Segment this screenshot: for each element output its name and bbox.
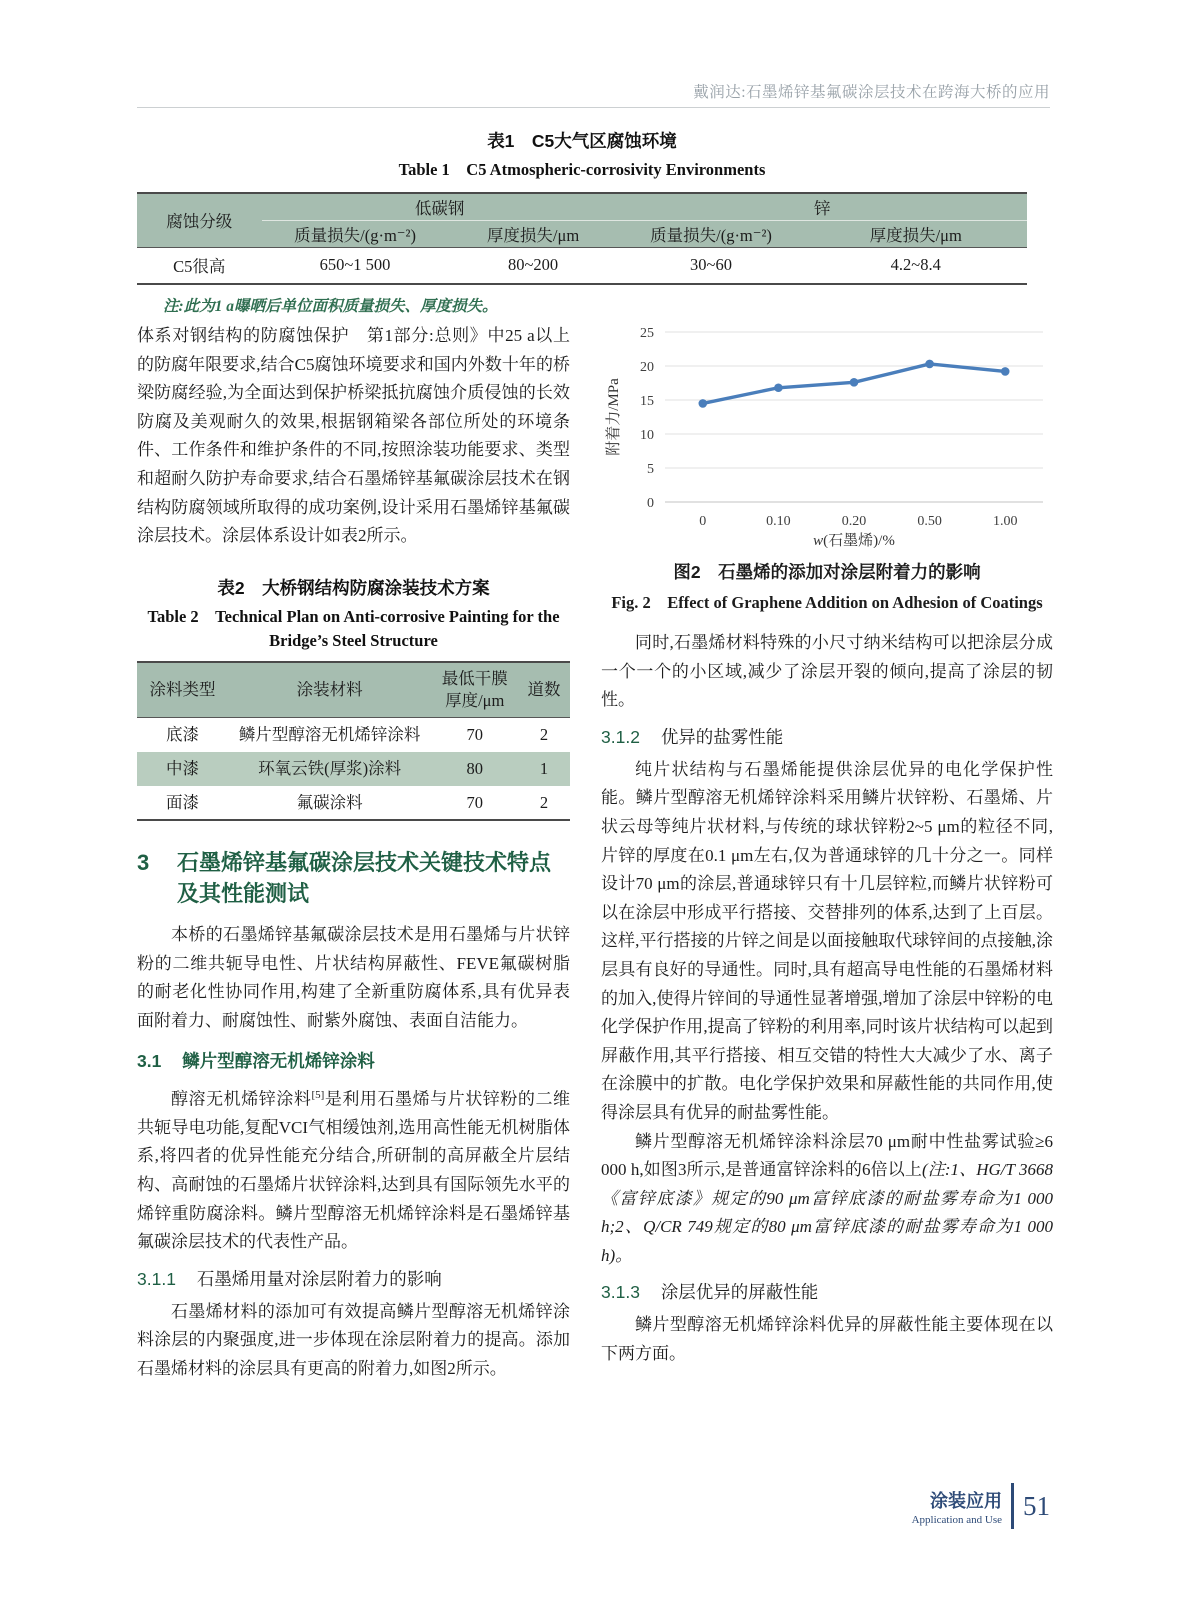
- table2-block: [137, 575, 570, 822]
- paragraph: 石墨烯材料的添加可有效提高鳞片型醇溶无机烯锌涂料涂层的内聚强度,进一步体现在涂层附着力的提高。添加石墨烯材料的涂层具有更高的附着力,如图2所示。: [137, 1301, 570, 1379]
- table1-cell: 650~1 500: [262, 247, 449, 284]
- svg-text:0.20: 0.20: [841, 514, 867, 529]
- table1-caption-en: Table 1 C5 Atmospheric-corrosivity Environments: [398, 160, 766, 179]
- table2-header: 道数: [518, 662, 570, 718]
- table2-cell: 70: [431, 718, 518, 753]
- section-3-1-2-heading: [601, 724, 1053, 749]
- section-number: 3.1.1: [137, 1268, 176, 1289]
- section-3-1-3-heading: [601, 1279, 1053, 1304]
- svg-text:5: 5: [647, 462, 654, 477]
- section-3-heading: [137, 847, 570, 909]
- table-row: [137, 718, 570, 753]
- table1: [137, 192, 1027, 285]
- svg-text:0.50: 0.50: [917, 514, 942, 529]
- svg-text:w(石墨烯)/%: w(石墨烯)/%: [813, 533, 895, 548]
- header-rule: [137, 107, 1050, 108]
- table2-caption-cn: 表2 大桥钢结构防腐涂装技术方案: [217, 577, 490, 598]
- paragraph-text: 醇溶无机烯锌涂料: [171, 1089, 312, 1109]
- svg-text:0: 0: [647, 496, 654, 511]
- paragraph-text: 是利用石墨烯与片状锌粉的二维共轭导电功能,复配VCI气相缓蚀剂,选用高性能无机树脂体系,将四者的优异性能充分结合,所研制的高屏蔽全片层结构、高耐蚀的石墨烯片状锌涂料,达到具有国际领先水平的烯锌重防腐涂料。鳞片型醇溶无机烯锌涂料是石墨烯锌基氟碳涂层技术的代表性产品。: [137, 1089, 571, 1252]
- table-row-highlighted: [137, 752, 570, 786]
- section-number: 3.1.3: [601, 1282, 640, 1303]
- page-number: 51: [1023, 1490, 1050, 1521]
- svg-text:20: 20: [640, 360, 654, 375]
- table1-group-header: 低碳钢: [262, 193, 618, 220]
- right-column: [601, 316, 1053, 1369]
- section-title: 石墨烯用量对涂层附着力的影响: [196, 1268, 442, 1289]
- running-head: 戴润达:石墨烯锌基氟碳涂层技术在跨海大桥的应用: [693, 84, 1050, 101]
- paragraph: 纯片状结构与石墨烯能提供涂层优异的电化学保护性能。鳞片型醇溶无机烯锌涂料采用鳞片状锌粉、石墨烯、片状云母等纯片状材料,与传统的球状锌粉2~5 μm的粒径不同,片锌的厚度在0.1 μm左右,仅为普通球锌的几十分之一。同样设计70 μm的涂层,普通球锌只有十几层锌粒,而鳞片状锌粉可以在涂层中形成平行搭接、交替排列的体系,达到了上百层。这样,平行搭接的片锌之间是以面接触取代球锌间的点接触,涂层具有良好的导通性。同时,具有超高导电性能的石墨烯材料的加入,使得片锌间的导通性显著增强,增加了涂层中锌粉的电化学保护作用,提高了锌粉的利用率,同时该片状结构可以起到屏蔽作用,其平行搭接、相互交错的特性大大减少了水、离子在涂膜中的扩散。电化学保护效果和屏蔽性能的共同作用,使得涂层具有优异的耐盐雾性能。: [601, 759, 1053, 1122]
- paragraph: 鳞片型醇溶无机烯锌涂料优异的屏蔽性能主要体现在以下两方面。: [601, 1315, 1053, 1364]
- table1-subheader: 厚度损失/μm: [448, 220, 617, 247]
- svg-text:25: 25: [640, 326, 654, 341]
- section-title: 石墨烯锌基氟碳涂层技术关键技术特点及其性能测试: [177, 850, 552, 907]
- section-number: 3: [137, 850, 150, 876]
- paragraph: [137, 1081, 570, 1257]
- svg-text:10: 10: [640, 428, 654, 443]
- table1-cell: 4.2~8.4: [804, 247, 1027, 284]
- section-number: 3.1: [137, 1050, 162, 1071]
- table-row: [137, 786, 570, 820]
- footer-section: [912, 1487, 1002, 1526]
- figure2-caption-en: Fig. 2 Effect of Graphene Addition on Adhesion of Coatings: [611, 593, 1043, 612]
- table2-cell: 氟碳涂料: [296, 792, 363, 812]
- table1-caption-cn: 表1 C5大气区腐蚀环境: [487, 131, 677, 151]
- table2-header: [431, 662, 518, 718]
- reference-superscript: [5]: [311, 1088, 325, 1101]
- section-title: 鳞片型醇溶无机烯锌涂料: [182, 1050, 375, 1071]
- footer-section-en: Application and Use: [911, 1513, 1002, 1526]
- table1-cell: 30~60: [618, 247, 805, 284]
- table2-cell: 80: [431, 752, 518, 786]
- footer-divider: [1011, 1483, 1014, 1529]
- page-footer: [912, 1483, 1050, 1529]
- table2-header: 涂装材料: [228, 662, 432, 718]
- paragraph: [601, 1128, 1053, 1271]
- svg-text:0: 0: [699, 514, 707, 529]
- table2-cell: 底漆: [137, 718, 228, 753]
- section-number: 3.1.2: [601, 726, 640, 747]
- table2-cell: 面漆: [165, 792, 199, 812]
- table1-subheader: 质量损失/(g·m⁻²): [618, 220, 805, 247]
- left-column: [137, 322, 570, 1384]
- table1-block: [137, 128, 1027, 316]
- section-title: 优异的盐雾性能: [660, 726, 784, 747]
- table1-cell: 80~200: [448, 247, 617, 284]
- table1-group-header: 锌: [618, 193, 1027, 220]
- table2-cell: 2: [518, 718, 570, 753]
- paragraph-text: 鳞片型醇溶无机烯锌涂料涂层70 μm耐中性盐雾试验≥6 000 h,如图3所示,是普通富锌涂料的6倍以上: [601, 1131, 1053, 1180]
- paragraph: 体系对钢结构的防腐蚀保护 第1部分:总则》中25 a以上的防腐年限要求,结合C5腐蚀环境要求和国内外数十年的桥梁防腐经验,为全面达到保护桥梁抵抗腐蚀介质侵蚀的长效防腐及美观耐久的效果,根据钢箱梁各部位所处的环境条件、工作条件和维护条件的不同,按照涂装功能要求、类型和超耐久防护寿命要求,结合石墨烯锌基氟碳涂层技术在钢结构防腐领域所取得的成功案例,设计采用石墨烯锌基氟碳涂层技术。涂层体系设计如表2所示。: [137, 326, 570, 546]
- table2: [137, 661, 570, 822]
- paragraph: 本桥的石墨烯锌基氟碳涂层技术是用石墨烯与片状锌粉的二维共轭导电性、片状结构屏蔽性、FEVE氟碳树脂的耐老化性协同作用,构建了全新重防腐体系,具有优异表面附着力、耐腐蚀性、耐紫外腐蚀、表面自洁能力。: [137, 925, 570, 1031]
- section-3-1-1-heading: [137, 1266, 570, 1291]
- table-row: [137, 247, 1027, 284]
- table2-cell: 2: [539, 792, 549, 812]
- table2-cell: 鳞片型醇溶无机烯锌涂料: [228, 718, 432, 753]
- table2-cell: 70: [466, 792, 483, 812]
- figure2-line-chart: [601, 316, 1053, 553]
- table1-subheader: 厚度损失/μm: [804, 220, 1027, 247]
- table2-header-line: 厚度/μm: [445, 691, 505, 710]
- table1-stub-header: 腐蚀分级: [137, 193, 262, 247]
- paragraph-note-text: (注:1、HG/T 3668《富锌底漆》规定的90 μm富锌底漆的耐盐雾寿命为1 000 h;2、Q/CR 749规定的80 μm富锌底漆的耐盐雾寿命为1 000 h)。: [601, 1160, 1053, 1265]
- svg-text:1.00: 1.00: [992, 514, 1018, 529]
- section-3-1-heading: [137, 1048, 570, 1073]
- figure2-caption-cn: 图2 石墨烯的添加对涂层附着力的影响: [673, 562, 981, 582]
- paragraph: 同时,石墨烯材料特殊的小尺寸纳米结构可以把涂层分成一个一个的小区域,减少了涂层开裂的倾向,提高了涂层的韧性。: [601, 633, 1053, 710]
- section-title: 涂层优异的屏蔽性能: [660, 1282, 819, 1303]
- svg-text:附着力/MPa: 附着力/MPa: [606, 378, 622, 456]
- table2-caption-en: Table 2 Technical Plan on Anti-corrosive Painting for the Bridge’s Steel Structure: [147, 606, 560, 650]
- svg-text:0.10: 0.10: [766, 514, 791, 529]
- svg-text:15: 15: [640, 394, 654, 409]
- table2-cell: 中漆: [137, 752, 228, 786]
- table1-subheader: 质量损失/(g·m⁻²): [262, 220, 449, 247]
- table2-cell: 环氧云铁(厚浆)涂料: [228, 752, 432, 786]
- table1-note: 注:此为1 a曝晒后单位面积质量损失、厚度损失。: [163, 298, 498, 315]
- table2-cell: 1: [518, 752, 570, 786]
- table2-header-line: 最低干膜: [441, 669, 508, 688]
- table2-header: 涂料类型: [137, 662, 228, 718]
- table1-cell: C5很高: [137, 247, 262, 284]
- footer-section-cn: 涂装应用: [930, 1490, 1002, 1511]
